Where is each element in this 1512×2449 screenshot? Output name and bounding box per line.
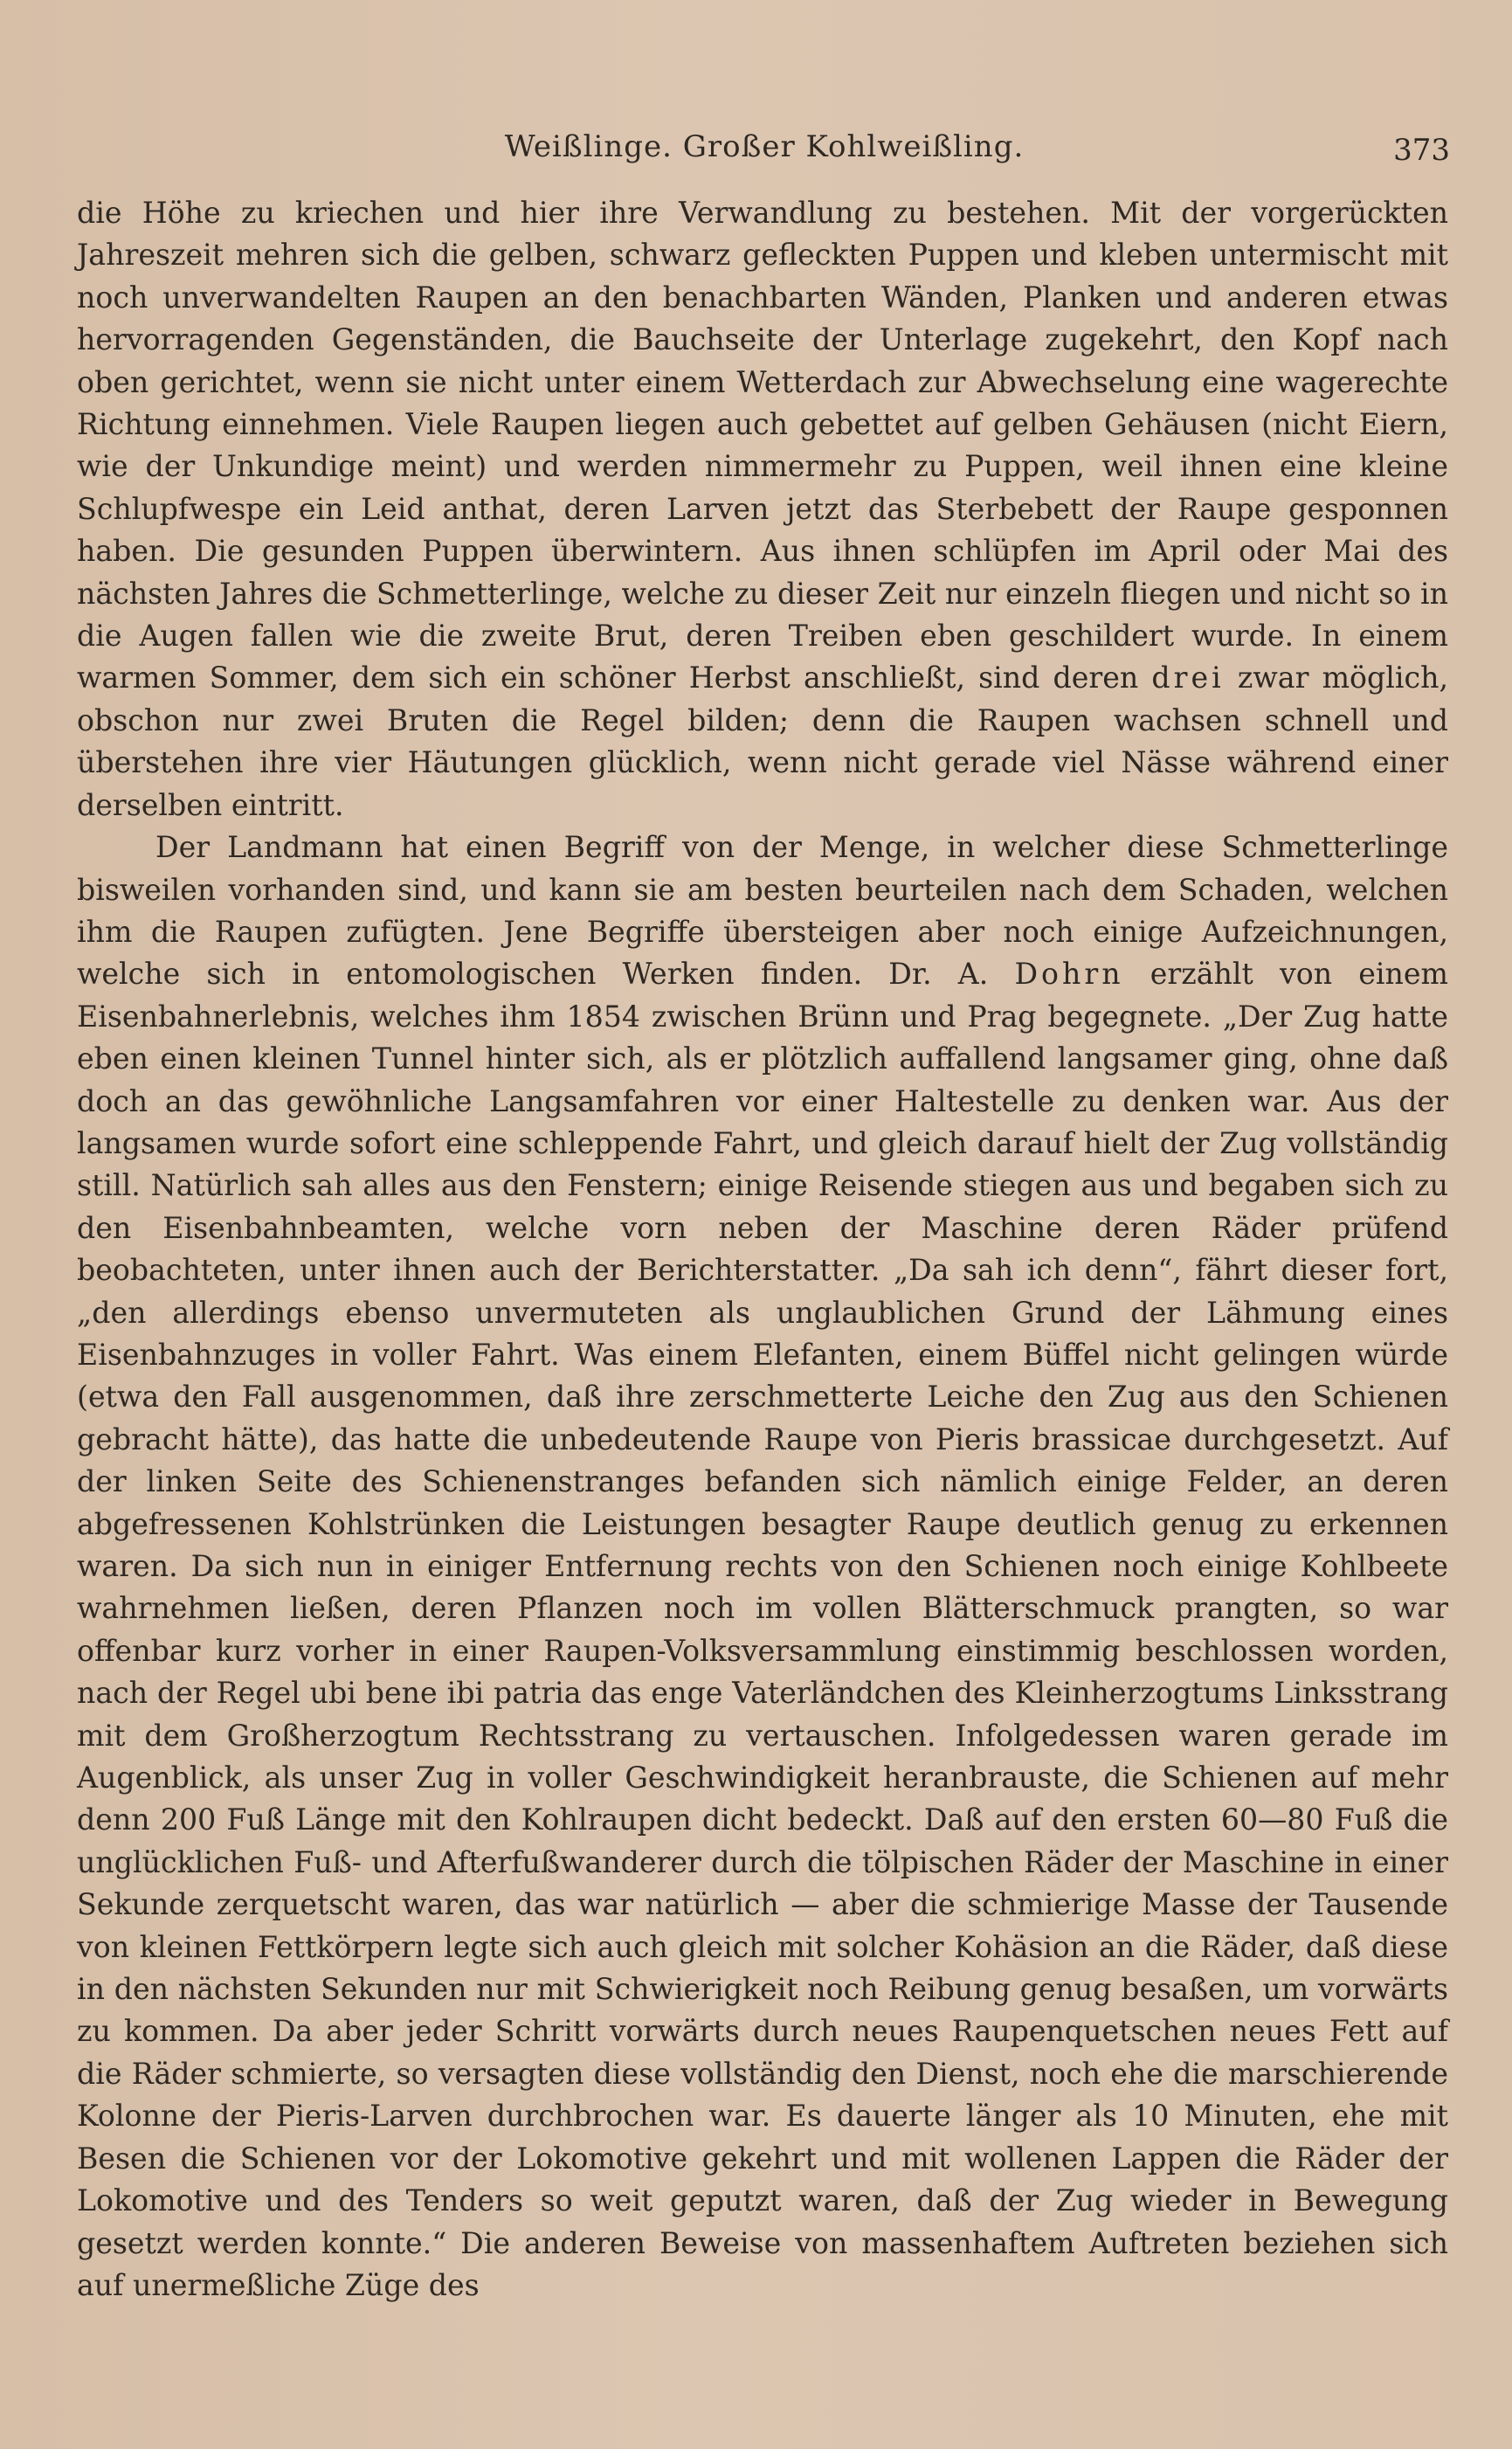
body-text [77,192,1448,2307]
paragraph-2-text: Der Landmann hat einen Begriff von der Menge, in welcher diese Schmetterlinge bisweilen vorhanden sind, und kann sie am besten beurteilen nach dem Schaden, welchen ihm die Raupen zufügten. Jene Begriffe übersteigen aber noch einige Aufzeichnungen, welche sich in entomologischen Werken finden. Dr. A. [77,830,1448,992]
paragraph-1-text: die Höhe zu kriechen und hier ihre Verwandlung zu bestehen. Mit der vorgerückten Jahreszeit mehren sich die gelben, schwarz gefleckten Puppen und kleben untermischt mit noch unverwandelten Raupen an den benachbarten Wänden, Planken und anderen etwas hervorragenden Gegenständen, die Bauchseite der Unterlage zugekehrt, den Kopf nach oben gerichtet, wenn sie nicht unter einem Wetterdach zur Abwechselung eine wagerechte Richtung einnehmen. Viele Raupen liegen auch gebettet auf gelben Gehäusen (nicht Eiern, wie der Unkundige meint) und werden nimmermehr zu Puppen, weil ihnen eine kleine Schlupfwespe ein Leid anthat, deren Larven jetzt das Sterbebett der Raupe gesponnen haben. Die gesunden Puppen überwintern. Aus ihnen schlüpfen im April oder Mai des nächsten Jahres die Schmetterlinge, welche zu dieser Zeit nur einzeln fliegen und nicht so in die Augen fallen wie die zweite Brut, deren Treiben eben geschildert wurde. In einem warmen Sommer, dem sich ein schöner Herbst anschließt, sind deren [77,196,1448,695]
paragraph-2-emphasis: Dohrn [1014,957,1124,992]
paragraph-1 [77,192,1448,827]
paragraph-1-emphasis: drei [1151,661,1225,695]
page-number: 373 [1393,133,1450,168]
paragraph-2 [77,827,1448,2307]
paragraph-1-text-after: zwar möglich, obschon nur zwei Bruten die Regel bilden; denn die Raupen wachsen schnell und überstehen ihre vier Häutungen glücklich, wenn nicht gerade viel Nässe während einer derselben eintritt. [77,661,1448,822]
running-head [79,129,1450,173]
paragraph-2-text-after: erzählt von einem Eisenbahnerlebnis, welches ihm 1854 zwischen Brünn und Prag begegnete. „Der Zug hatte eben einen kleinen Tunnel hinter sich, als er plötzlich auffallend langsamer ging, ohne daß doch an das gewöhnliche Langsamfahren vor einer Haltestelle zu denken war. Aus der langsamen wurde sofort eine schleppende Fahrt, und gleich darauf hielt der Zug vollständig still. Natürlich sah alles aus den Fenstern; einige Reisende stiegen aus und begaben sich zu den Eisenbahnbeamten, welche vorn neben der Maschine deren Räder prüfend beobachteten, unter ihnen auch der Berichterstatter. „Da sah ich denn“, fährt dieser fort, „den allerdings ebenso unvermuteten als unglaublichen Grund der Lähmung eines Eisenbahnzuges in voller Fahrt. Was einem Elefanten, einem Büffel nicht gelingen würde (etwa den Fall ausgenommen, daß ihre zerschmetterte Leiche den Zug aus den Schienen gebracht hätte), das hatte die unbedeutende Raupe von Pieris brassicae durchgesetzt. Auf der linken Seite des Schienenstranges befanden sich nämlich einige Felder, an deren abgefressenen Kohlstrünken die Leistungen besagter Raupe deutlich genug zu erkennen waren. Da sich nun in einiger Entfernung rechts von den Schienen noch einige Kohlbeete wahrnehmen ließen, deren Pflanzen noch im vollen Blätterschmuck prangten, so war offenbar kurz vorher in einer Raupen-Volksversammlung einstimmig beschlossen worden, nach der Regel ubi bene ibi patria das enge Vaterländchen des Kleinherzogtums Linksstrang mit dem Großherzogtum Rechtsstrang zu vertauschen. Infolgedessen waren gerade im Augenblick, als unser Zug in voller Geschwindigkeit heranbrauste, die Schienen auf mehr denn 200 Fuß Länge mit den Kohlraupen dicht bedeckt. Daß auf den ersten 60—80 Fuß die unglücklichen Fuß- und Afterfußwanderer durch die tölpischen Räder der Maschine in einer Sekunde zerquetscht waren, das war natürlich — aber die schmierige Masse der Tausende von kleinen Fettkörpern legte sich auch gleich mit solcher Kohäsion an die Räder, daß diese in den nächsten Sekunden nur mit Schwierigkeit noch Reibung genug besaßen, um vorwärts zu kommen. Da aber jeder Schritt vorwärts durch neues Raupenquetschen neues Fett auf die Räder schmierte, so versagten diese vollständig den Dienst, noch ehe die marschierende Kolonne der Pieris-Larven durchbrochen war. Es dauerte länger als 10 Minuten, ehe mit Besen die Schienen vor der Lokomotive gekehrt und mit wollenen Lappen die Räder der Lokomotive und des Tenders so weit geputzt waren, daß der Zug wieder in Bewegung gesetzt werden konnte.“ Die anderen Beweise von massenhaftem Auftreten beziehen sich auf unermeßliche Züge des [77,957,1448,2302]
running-title: Weißlinge. Großer Kohlweißling. [504,129,1025,164]
